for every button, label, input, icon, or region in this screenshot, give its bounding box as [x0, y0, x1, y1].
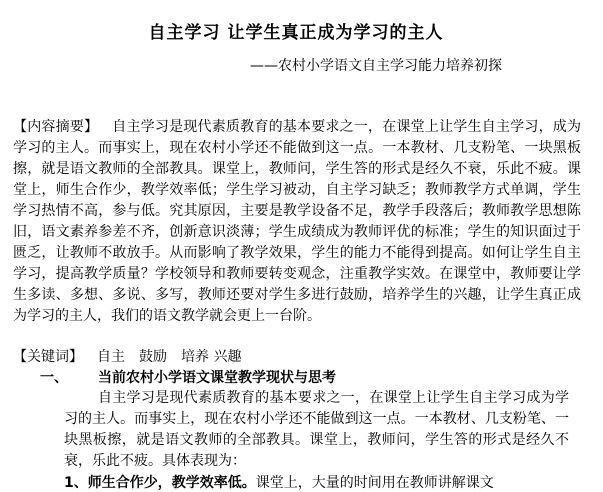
abstract-paragraph	[13, 117, 581, 327]
document-subtitle: ——农村小学语文自主学习能力培养初探	[250, 58, 502, 74]
point-1-text: 课堂上，大量的时间用在教师讲解课文	[255, 475, 494, 491]
section-title: 当前农村小学语文课堂教学现状与思考	[98, 370, 336, 386]
point-1-title: 1、师生合作少，教学效率低。	[64, 475, 256, 491]
section-body-paragraph: 自主学习是现代素质教育的基本要求之一，在课堂上让学生自主学习成为学习的主人。而事实上，现在农村小学还不能做到这一点。一本教材、几支粉笔、一块黑板擦，就是语文教师的全部教具。课堂上，教师问，学生答的形式是经久不衰，乐此不疲。具体表现为：	[64, 390, 569, 469]
document-title: 自主学习 让学生真正成为学习的主人	[148, 23, 444, 43]
abstract-label: 【内容摘要】	[13, 119, 99, 135]
abstract-text: 自主学习是现代素质教育的基本要求之一，在课堂上让学生自主学习，成为学习的主人。而事实上，现在农村小学还不能做到这一点。一本教材、几支粉笔、一块黑板擦，就是语文教师的全部教具。课堂上，教师问，学生答的形式是经久不衰，乐此不疲。课堂上，师生合作少，教学效率低；学生学习被动，自主学习缺乏；教师教学方式单调，学生学习热情不高，参与低。究其原因，主要是教学设备不足，教学手段落后；教师教学思想陈旧，语文素养参差不齐，创新意识淡薄；学生成绩成为教师评优的标准；学生的知识面过于匮乏，让教师不敢放手。从而影响了教学效果，学生的能力不能得到提高。如何让学生自主学习，提高教学质量？学校领导和教师要转变观念，注重教学实效。在课堂中，教师要让学生多读、多想、多说、多写，教师还要对学生多进行鼓励，培养学生的兴趣，让学生真正成为学习的主人，我们的语文教学就会更上一台阶。	[13, 119, 581, 324]
section-number: 一、	[40, 370, 68, 386]
keywords-line	[13, 346, 241, 366]
point-1	[64, 472, 494, 492]
keywords-label: 【关键词】	[13, 349, 83, 365]
section-heading	[40, 367, 336, 387]
keywords-text: 自主 鼓励 培养 兴趣	[97, 349, 242, 365]
